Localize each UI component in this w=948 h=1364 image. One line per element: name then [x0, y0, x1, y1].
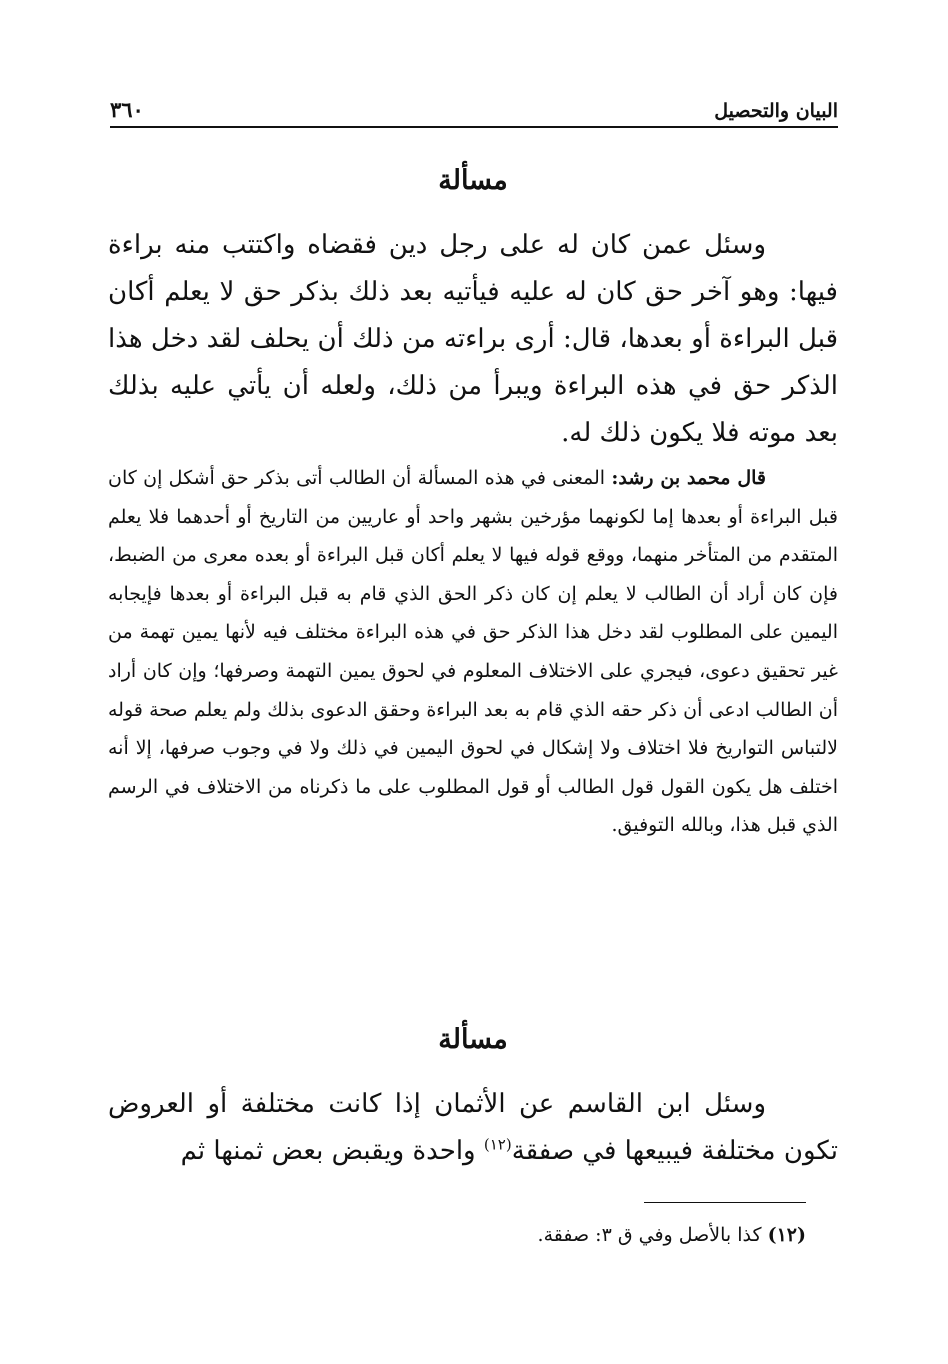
question-text	[108, 1081, 838, 1175]
footnote-text: كذا بالأصل وفي ق ٣: صفقة.	[537, 1224, 768, 1246]
footnote-marker: (١٢)	[767, 1224, 806, 1246]
running-title: البيان والتحصيل	[714, 100, 838, 122]
footnote-divider	[644, 1202, 806, 1203]
question-text-part: وسئل ابن القاسم عن الأثمان إذا كانت مختلفة أو العروض تكون مختلفة فيبيعها في صفقة	[108, 1089, 838, 1166]
page-number: ٣٦٠	[110, 97, 144, 122]
section-heading: مسألة	[438, 1024, 508, 1055]
commentary-text	[108, 459, 838, 845]
footnote-reference: (١٢)	[483, 1135, 512, 1154]
commentary-paragraph	[108, 459, 838, 845]
question-text-part: واحدة ويقبض بعض ثمنها ثم	[180, 1136, 484, 1166]
running-header	[110, 96, 838, 128]
section-heading: مسألة	[438, 165, 508, 196]
question-paragraph	[108, 222, 838, 457]
question-paragraph	[108, 1081, 838, 1175]
commentary-body: المعنى في هذه المسألة أن الطالب أتى بذكر حق أشكل إن كان قبل البراءة أو بعدها إما لكونهما مؤرخين بشهر واحد أو عاريين من التاريخ أو أحدهما فلا يعلم المتقدم من المتأخر منهما، ووقع قوله فيها لا يعلم أكان قبل البراءة أو بعده معرى من الضبط، فإن كان أراد أن الطالب لا يعلم إن كان ذكر الحق الذي قام به قبل البراءة أو بعدها فإيجابه اليمين على المطلوب لقد دخل هذا الذكر حق في هذه البراءة مختلف فيه لأنها يمين تهمة من غير تحقيق دعوى، فيجري على الاختلاف المعلوم في لحوق يمين التهمة وصرفها؛ وإن كان أراد أن الطالب ادعى أن ذكر حقه الذي قام به بعد البراءة وحقق الدعوى بذلك ولم يعلم صحة قوله لالتباس التواريخ فلا اختلاف ولا إشكال في لحوق اليمين في ذلك ولا في وجوب صرفها، إلا أنه اختلف هل يكون القول قول الطالب أو قول المطلوب على ما ذكرناه من الاختلاف في الرسم الذي قبل هذا، وبالله التوفيق.	[108, 467, 838, 837]
footnote	[538, 1224, 806, 1246]
question-text: وسئل عمن كان له على رجل دين فقضاه واكتتب منه براءة فيها: وهو آخر حق كان له عليه فيأتيه بعد ذلك بذكر حق لا يعلم أكان قبل البراءة أو بعدها، قال: أرى براءته من ذلك أن يحلف لقد دخل هذا الذكر حق في هذه البراءة ويبرأ من ذلك، ولعله أن يأتي عليه بذلك بعد موته فلا يكون ذلك له.	[108, 230, 838, 448]
commentary-lead: قال محمد بن رشد:	[611, 467, 766, 489]
